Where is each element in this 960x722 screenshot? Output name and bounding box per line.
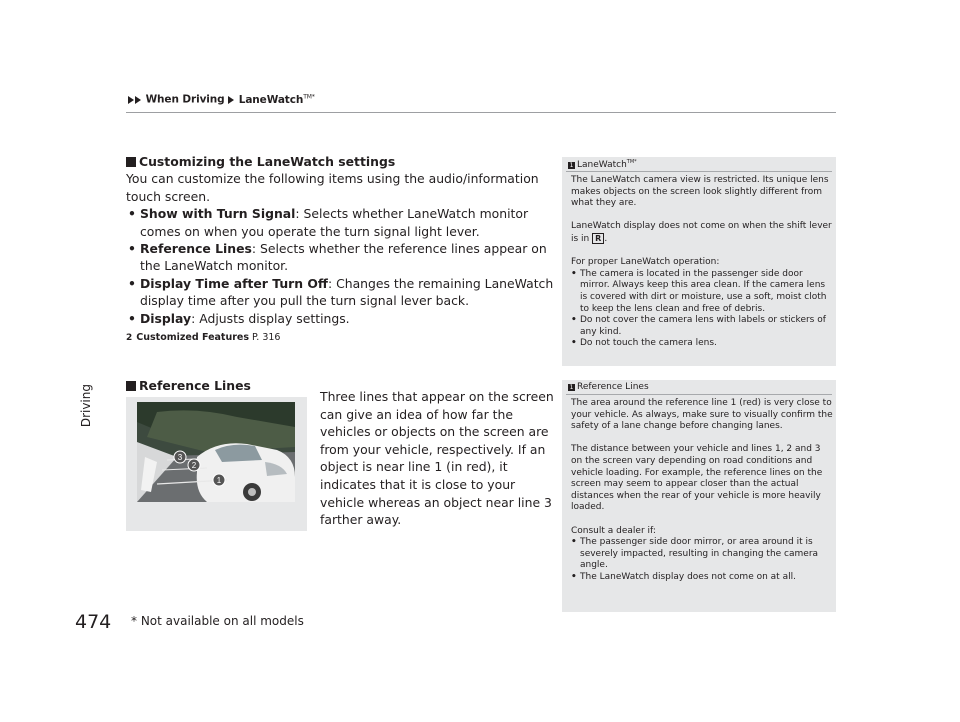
reference-lines-text: Three lines that appear on the screen can give an idea of how far the vehicles or objects on the screen are from your vehicle, respectively. If an object is near line 1 (in red), it indicates that it is close to your vehicle whereas an object near line 3 farther away. xyxy=(320,389,554,528)
list-item: • Do not touch the camera lens. xyxy=(571,338,717,349)
list-item: • Display Time after Turn Off: Changes the remaining LaneWatch display time after you pull the turn signal lever back. xyxy=(128,275,554,309)
note-paragraph: The distance between your vehicle and lines 1, 2 and 3 on the screen vary depending on road conditions and vehicle loading. For example, the reference lines on the screen may seem to appear closer than the actual distances when the rear of your vehicle is more heavily loaded. xyxy=(571,444,823,513)
note-body xyxy=(571,175,833,350)
note-title: 1 Reference Lines xyxy=(569,382,649,392)
cross-reference-link[interactable]: 2 Customized Features P. 316 xyxy=(126,329,558,347)
main-content xyxy=(126,153,558,347)
note-rule xyxy=(566,394,832,395)
note-paragraph: The area around the reference line 1 (red) is very close to your vehicle. As always, make sure to visually confirm the safety of a lane change before changing lanes. xyxy=(571,398,833,432)
list-item: • Display: Adjusts display settings. xyxy=(128,310,350,326)
arrow-icon xyxy=(135,96,141,104)
note-paragraph: For proper LaneWatch operation: xyxy=(571,257,720,268)
footnote: * Not available on all models xyxy=(131,614,304,628)
breadcrumb xyxy=(128,93,315,106)
list-item: • The camera is located in the passenger side door mirror. Always keep this area clean. If the camera lens is covered with dirt or moisture, use a soft, moist cloth to keep the lens clean and free of debris. xyxy=(571,268,827,314)
arrow-icon xyxy=(128,96,134,104)
reference-lines-heading: Reference Lines xyxy=(126,378,251,393)
note-paragraph: LaneWatch display does not come on when the shift lever is in R . xyxy=(571,221,832,244)
note-rule xyxy=(566,171,832,172)
reference-line-label-3: 3 xyxy=(177,453,183,462)
trademark-mark: TM xyxy=(303,93,312,100)
note-paragraph: Consult a dealer if: xyxy=(571,525,656,536)
reference-line-label-2: 2 xyxy=(191,461,197,470)
reference-arrow-icon: 2 xyxy=(126,333,133,344)
section-heading: Customizing the LaneWatch settings xyxy=(126,153,558,170)
lanewatch-camera-illustration xyxy=(137,402,295,502)
header-rule xyxy=(126,112,836,113)
note-box-lanewatch xyxy=(562,157,836,366)
square-bullet-icon xyxy=(126,157,136,167)
note-body xyxy=(571,398,833,584)
list-item: • The passenger side door mirror, or area around it is severely impacted, resulting in changing the camera angle. xyxy=(571,537,819,571)
note-number-icon: 1 xyxy=(569,384,574,391)
list-item: • Reference Lines: Selects whether the reference lines appear on the LaneWatch monitor. xyxy=(128,241,547,274)
reference-line-label-1: 1 xyxy=(216,476,222,485)
chapter-label: Driving xyxy=(79,384,93,428)
list-item: • The LaneWatch display does not come on at all. xyxy=(571,571,796,582)
breadcrumb-lanewatch[interactable]: LaneWatch$^{TM*}$ xyxy=(238,93,315,106)
list-item: • Do not cover the camera lens with labels or stickers of any kind. xyxy=(571,315,826,337)
note-box-reference-lines xyxy=(562,380,836,612)
shift-r-key-icon: R xyxy=(592,233,604,244)
breadcrumb-when-driving[interactable]: When Driving xyxy=(145,93,225,106)
asterisk-mark: * xyxy=(311,93,315,100)
list-item: • Show with Turn Signal: Selects whether LaneWatch monitor comes on when you operate the turn signal light lever. xyxy=(128,206,529,239)
note-number-icon: 1 xyxy=(569,162,574,169)
intro-text: You can customize the following items using the audio/information touch screen. xyxy=(126,171,539,204)
note-paragraph: The LaneWatch camera view is restricted. Its unique lens makes objects on the screen look slightly different from what they are. xyxy=(571,175,829,209)
square-bullet-icon xyxy=(126,381,136,391)
arrow-icon xyxy=(228,96,234,104)
page-number: 474 xyxy=(75,611,112,633)
note-title: 1 LaneWatch$^{TM*}$ xyxy=(569,159,637,170)
